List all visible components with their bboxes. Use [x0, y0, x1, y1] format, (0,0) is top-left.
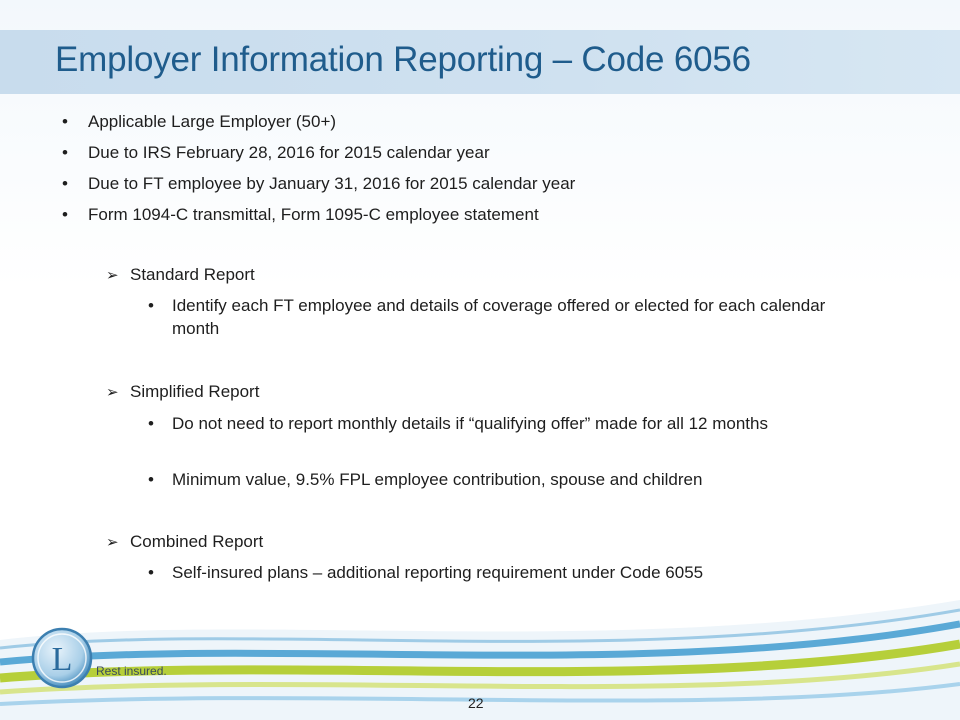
- sub-bullet-text: Do not need to report monthly details if “qualifying offer” made for all 12 months: [172, 414, 768, 433]
- sub-bullet-text: Self-insured plans – additional reporting requirement under Code 6055: [172, 563, 704, 582]
- logo-letter: L: [51, 641, 73, 678]
- sub-bullet-text: Identify each FT employee and details of coverage offered or elected for each calendar month: [172, 296, 826, 338]
- section-heading-text: Simplified Report: [130, 382, 260, 401]
- bullet-dot: •: [62, 174, 68, 193]
- sub-bullet-item: [148, 294, 862, 340]
- bullet-text: Due to FT employee by January 31, 2016 for 2015 calendar year: [88, 174, 576, 193]
- sub-bullet-item: [148, 468, 862, 491]
- bullet-dot: •: [148, 296, 154, 315]
- sub-bullet-text: Minimum value, 9.5% FPL employee contribution, spouse and children: [172, 470, 703, 489]
- bullet-dot: •: [62, 205, 68, 224]
- page-number: 22: [468, 695, 484, 711]
- bullet-dot: •: [148, 470, 154, 489]
- bullet-dot: •: [148, 414, 154, 433]
- bullet-dot: •: [62, 143, 68, 162]
- slide-title: Employer Information Reporting – Code 6056: [55, 40, 751, 79]
- bullet-item: [62, 110, 888, 133]
- section-heading-standard: [106, 263, 890, 286]
- arrow-bullet-icon: ➢: [106, 534, 119, 551]
- section-heading-text: Standard Report: [130, 265, 255, 284]
- bullet-text: Form 1094-C transmittal, Form 1095-C employee statement: [88, 205, 539, 224]
- section-heading-simplified: [106, 380, 890, 403]
- sub-bullet-item: [148, 412, 862, 435]
- bullet-item: [62, 172, 888, 195]
- logo-tagline: Rest insured.: [96, 664, 167, 678]
- sub-bullet-item: [148, 561, 862, 584]
- arrow-bullet-icon: ➢: [106, 384, 119, 401]
- section-heading-text: Combined Report: [130, 532, 264, 551]
- bullet-dot: •: [62, 112, 68, 131]
- company-logo-icon: [30, 626, 94, 690]
- section-heading-combined: [106, 530, 890, 553]
- bullet-item: [62, 203, 888, 226]
- bullet-dot: •: [148, 563, 154, 582]
- arrow-bullet-icon: ➢: [106, 267, 119, 284]
- bullet-text: Due to IRS February 28, 2016 for 2015 calendar year: [88, 143, 490, 162]
- bullet-text: Applicable Large Employer (50+): [88, 112, 337, 131]
- bullet-item: [62, 141, 888, 164]
